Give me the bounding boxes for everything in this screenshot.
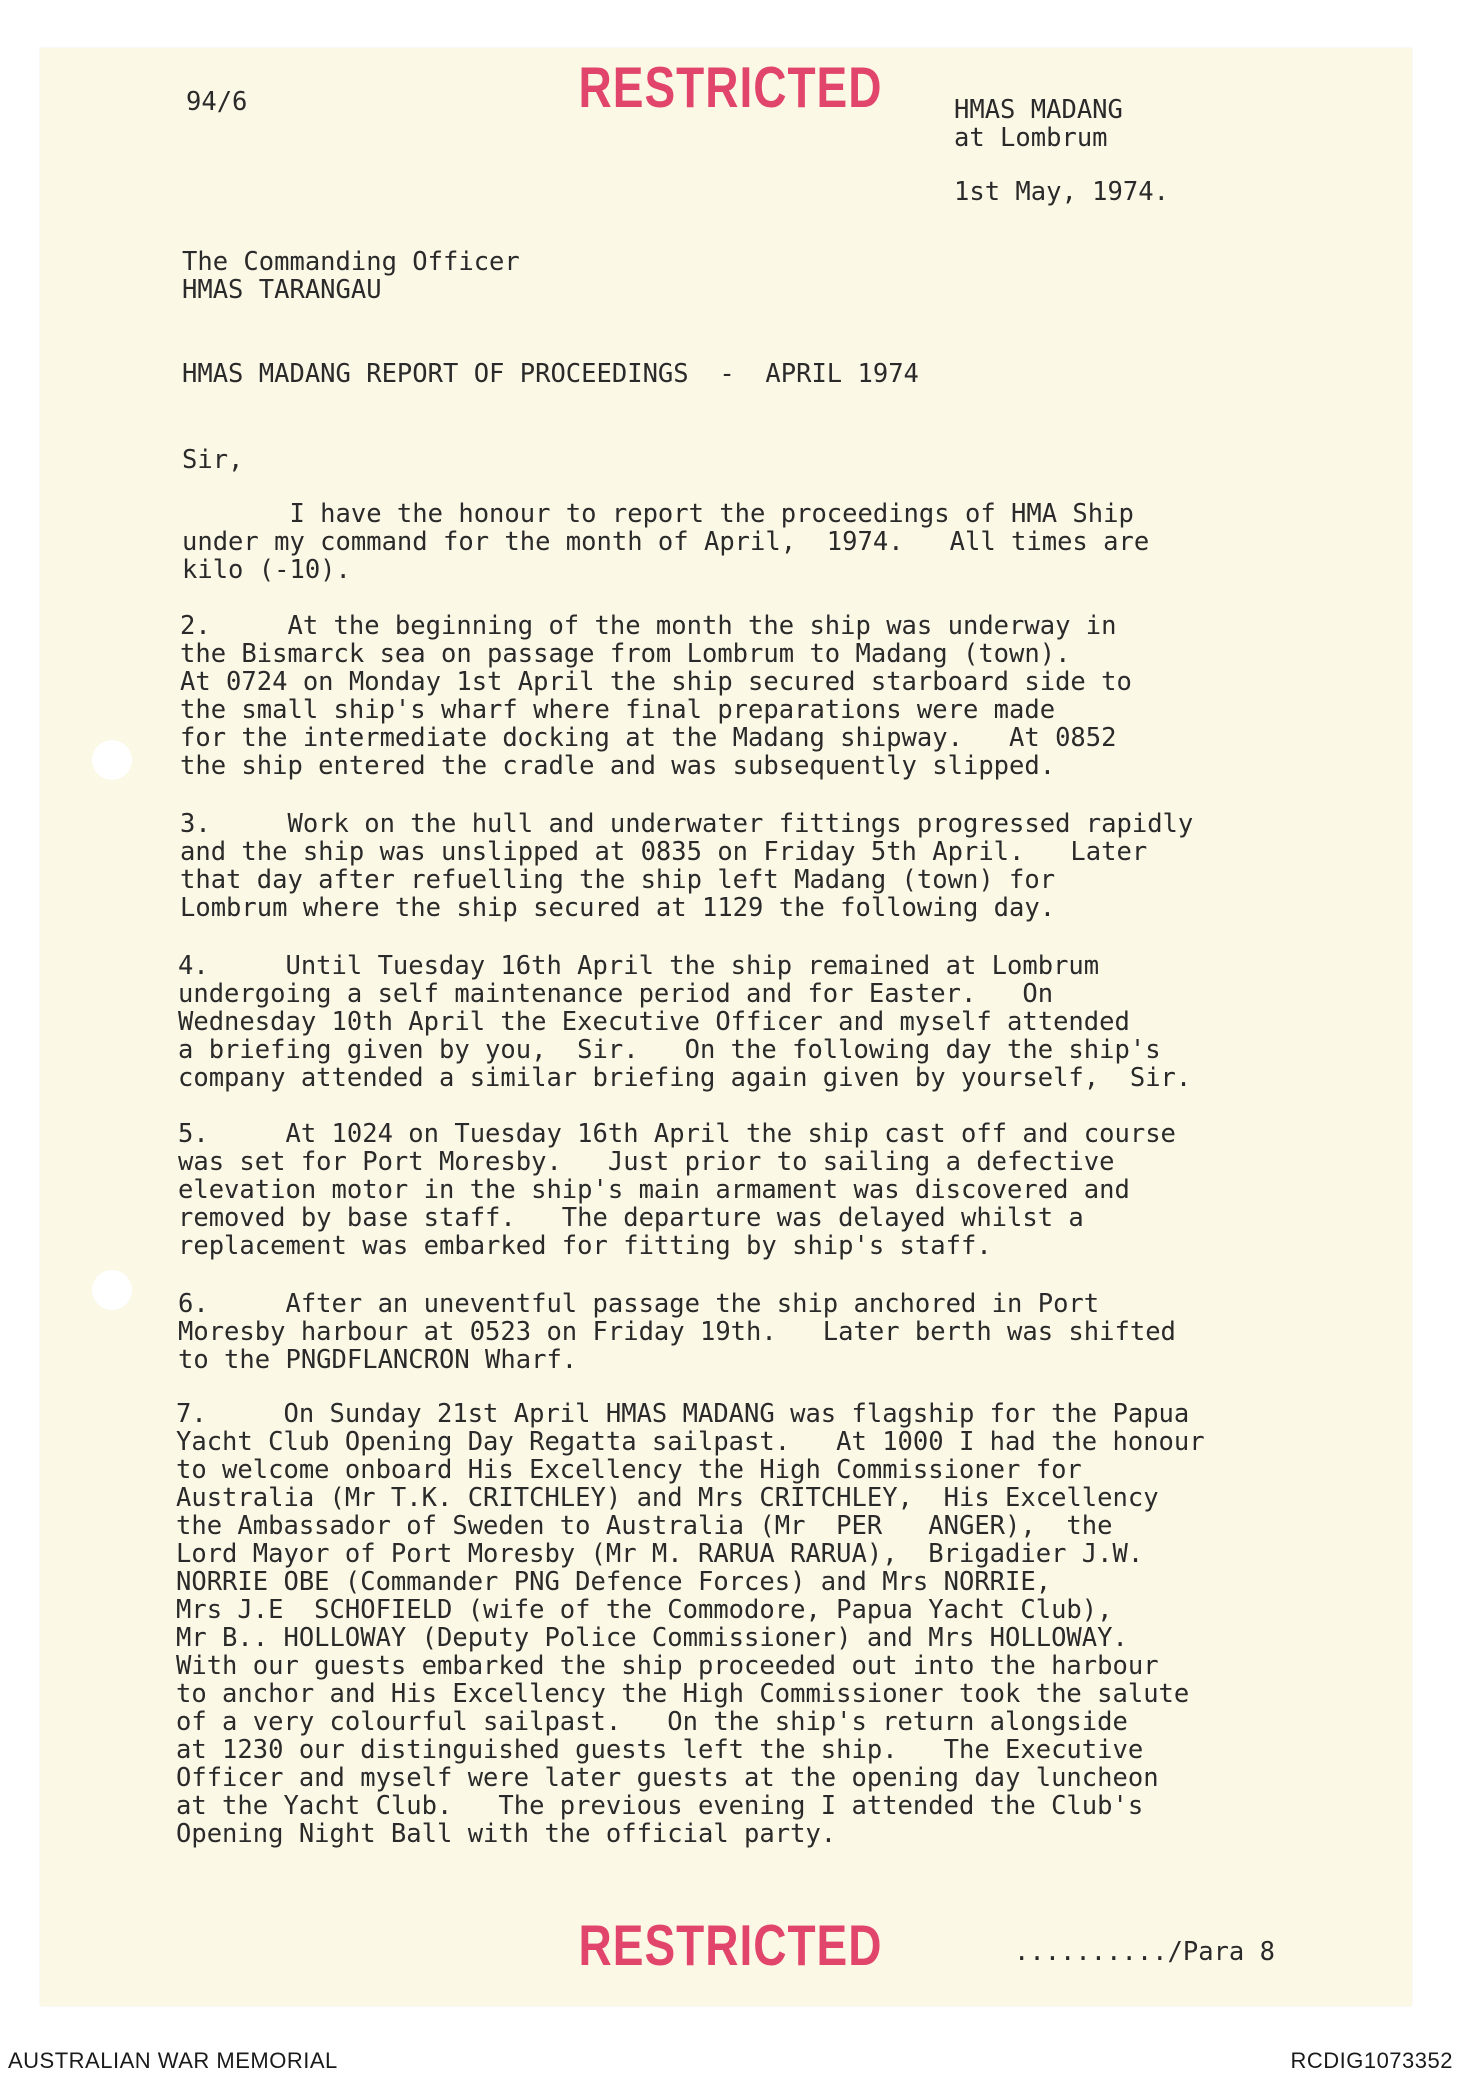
- paragraph-5: 5. At 1024 on Tuesday 16th April the ship cast off and course was set for Port Moresby. Just prior to sailing a defective elevation motor in the ship's main armament was discovered and removed by base staff. The departure was delayed whilst a replacement was embarked for fitting by ship's staff.: [178, 1119, 1176, 1261]
- salutation: Sir,: [182, 445, 244, 475]
- letter-date: 1st May, 1974.: [954, 177, 1169, 207]
- restricted-stamp-bottom: RESTRICTED: [578, 1912, 883, 1978]
- continuation-note: ........../Para 8: [1014, 1937, 1275, 1967]
- punch-hole: [92, 740, 132, 780]
- paragraph-7: 7. On Sunday 21st April HMAS MADANG was flagship for the Papua Yacht Club Opening Day Regatta sailpast. At 1000 I had the honour to welcome onboard His Excellency the High Commissioner for Australia (Mr T.K. CRITCHLEY) and Mrs CRITCHLEY, His Excellency the Ambassador of Sweden to Australia (Mr PER ANGER), the Lord Mayor of Port Moresby (Mr M. RARUA RARUA), Brigadier J.W. NORRIE OBE (Commander PNG Defence Forces) and Mrs NORRIE, Mrs J.E SCHOFIELD (wife of the Commodore, Papua Yacht Club), Mr B.. HOLLOWAY (Deputy Police Commissioner) and Mrs HOLLOWAY. With our guests embarked the ship proceeded out into the harbour to anchor and His Excellency the High Commissioner took the salute of a very colourful sailpast. On the ship's return alongside at 1230 our distinguished guests left the ship. The Executive Officer and myself were later guests at the opening day luncheon at the Yacht Club. The previous evening I attended the Club's Opening Night Ball with the official party.: [176, 1399, 1205, 1849]
- paragraph-2: 2. At the beginning of the month the ship was underway in the Bismarck sea on passage from Lombrum to Madang (town). At 0724 on Monday 1st April the ship secured starboard side to the small ship's wharf where final preparations were made for the intermediate docking at the Madang shipway. At 0852 the ship entered the cradle and was subsequently slipped.: [180, 611, 1132, 781]
- paragraph-6: 6. After an uneventful passage the ship anchored in Port Moresby harbour at 0523 on Friday 19th. Later berth was shifted to the PNGDFLANCRON Wharf.: [178, 1289, 1176, 1375]
- addressee-title: The Commanding Officer: [182, 247, 520, 277]
- file-reference: 94/6: [186, 87, 248, 117]
- restricted-stamp-top: RESTRICTED: [578, 54, 883, 120]
- paragraph-4: 4. Until Tuesday 16th April the ship remained at Lombrum undergoing a self maintenance period and for Easter. On Wednesday 10th April the Executive Officer and myself attended a briefing given by you, Sir. On the following day the ship's company attended a similar briefing again given by yourself, Sir.: [178, 951, 1192, 1093]
- archive-credit: AUSTRALIAN WAR MEMORIAL: [8, 2048, 338, 2073]
- sender-location: at Lombrum: [954, 123, 1108, 153]
- paragraph-3: 3. Work on the hull and underwater fittings progressed rapidly and the ship was unslipped at 0835 on Friday 5th April. Later that day after refuelling the ship left Madang (town) for Lombrum where the ship secured at 1129 the following day.: [180, 809, 1194, 923]
- addressee-unit: HMAS TARANGAU: [182, 275, 382, 305]
- report-subject: HMAS MADANG REPORT OF PROCEEDINGS - APRIL 1974: [182, 359, 919, 389]
- paragraph-1: I have the honour to report the proceedings of HMA Ship under my command for the month of April, 1974. All times are kilo (-10).: [182, 499, 1150, 585]
- archive-reference: RCDIG1073352: [1290, 2048, 1453, 2073]
- sender-ship: HMAS MADANG: [954, 95, 1123, 125]
- punch-hole: [92, 1270, 132, 1310]
